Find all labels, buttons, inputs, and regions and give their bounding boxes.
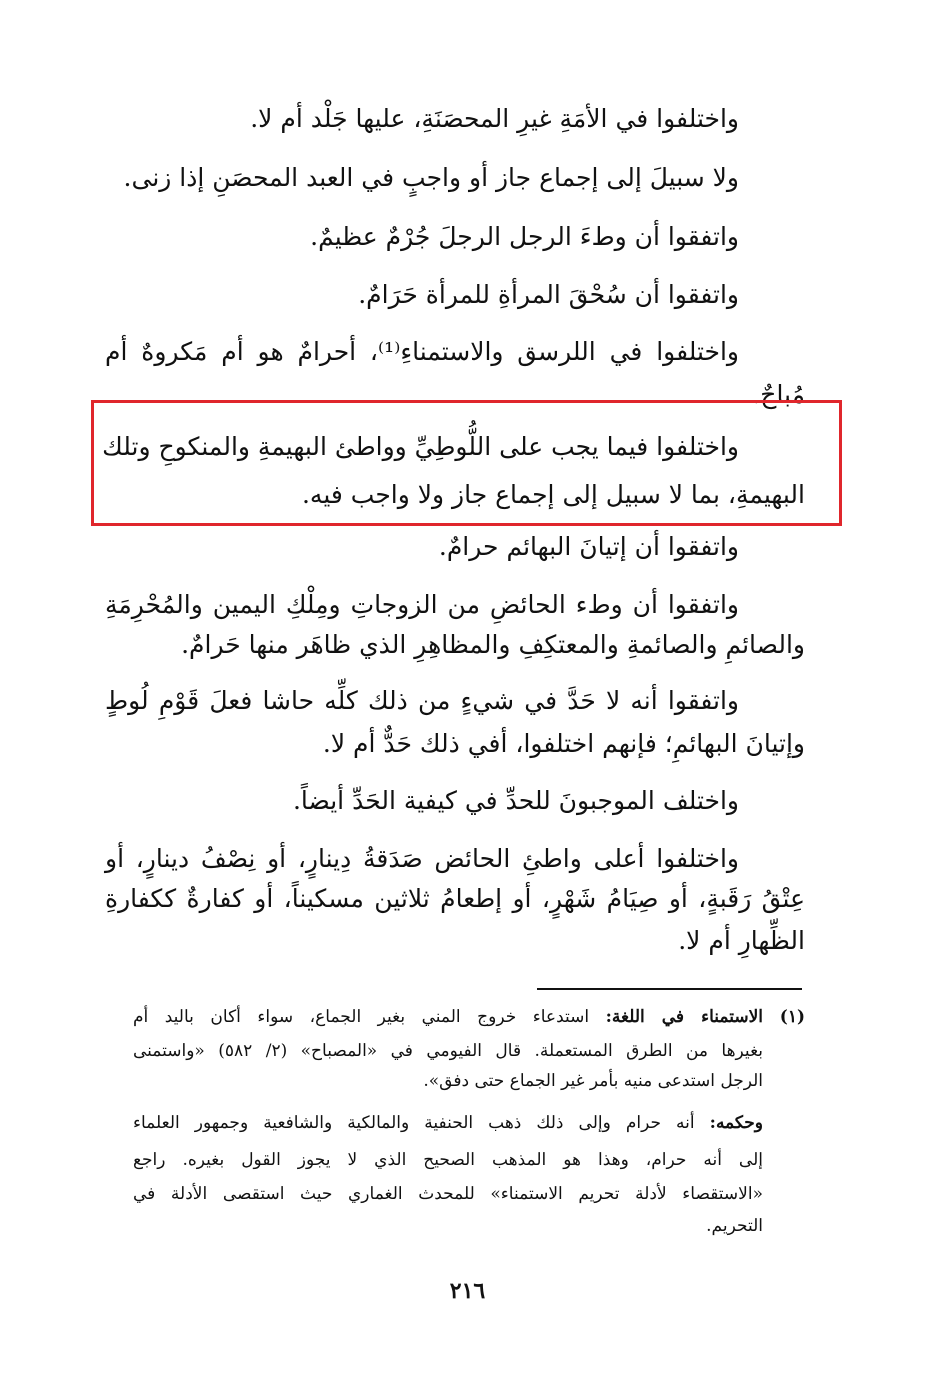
text-line: ولا سبيلَ إلى إجماع جاز أو واجبٍ في العبد المحصَنِ إذا زنى. [123, 163, 739, 192]
text-line: واختلفوا في الأمَةِ غيرِ المحصَنَةِ، عليها جَلْد أم لا. [250, 104, 739, 133]
text-line: مُباحٌ. [752, 380, 805, 409]
text-line: واتفقوا أن سُحْقَ المرأةِ للمرأة حَرَامٌ. [358, 280, 739, 309]
text-line: الظِّهارِ أم لا. [678, 926, 805, 955]
footnote-line: التحريم. [706, 1216, 763, 1236]
footnote-text: أنه حرام وإلى ذلك ذهب الحنفية والمالكية والشافعية وجمهور العلماء [133, 1113, 695, 1133]
text-line: واتفقوا أنه لا حَدَّ في شيءٍ من ذلك كلِّه حاشا فعلَ قَوْمِ لُوطٍ [105, 686, 739, 715]
text-line: والصائمِ والصائمةِ والمعتكِفِ والمظاهِرِ الذي ظاهَر منها حَرامٌ. [181, 630, 805, 659]
footnote-line: إلى أنه حرام، وهذا هو المذهب الصحيح الذي لا يجوز القول بغيره. راجع [133, 1150, 763, 1170]
text-line: واتفقوا أن وطء الحائضِ من الزوجاتِ ومِلْكِ اليمين والمُحْرِمَةِ [105, 590, 739, 619]
footnote-line: «الاستقصاء لأدلة تحريم الاستمناء» للمحدث الغماري حيث استقصى الأدلة في [133, 1184, 763, 1204]
footnote-term: الاستمناء في اللغة: [605, 1007, 763, 1027]
footnote-text: استدعاء خروج المني بغير الجماع، سواء أكان باليد أم [133, 1007, 590, 1027]
text-line: واختلف الموجبونَ للحدِّ في كيفية الحَدِّ أيضاً. [292, 786, 739, 815]
footnote-marker: (١) [779, 1007, 805, 1027]
text-line: واختلفوا في اللرسق والاستمناءِ⁽¹⁾، أحرامٌ هو أم مَكروهٌ أم [105, 337, 740, 366]
text-line: وإتيانَ البهائمِ؛ فإنهم اختلفوا، أفي ذلك حَدٌّ أم لا. [322, 729, 805, 758]
highlighted-text-line: البهيمةِ، بما لا سبيل إلى إجماع جاز ولا واجب فيه. [301, 480, 805, 509]
page-number: ٢١٦ [449, 1278, 486, 1304]
text-line: عِتْقُ رَقَبةٍ، أو صِيَامُ شَهْرٍ، أو إطعامُ ثلاثين مسكيناً، أو كفارةٌ ككفارةِ [105, 884, 805, 913]
text-line: واختلفوا أعلى واطئِ الحائض صَدَقةُ دِينارٍ، أو نِصْفُ دينارٍ، أو [105, 844, 739, 873]
footnote-ruling-term: وحكمه: [709, 1113, 763, 1133]
footnote-line: بغيرها من الطرق المستعملة. قال الفيومي في «المصباح» (٢/ ٥٨٢) «واستمنى [133, 1041, 763, 1061]
text-line: واتفقوا أن وطءَ الرجل الرجلَ جُرْمٌ عظيمٌ. [310, 222, 739, 251]
footnote-line [133, 1110, 763, 1136]
text-line: واتفقوا أن إتيانَ البهائم حرامٌ. [438, 532, 739, 561]
footnote-line: الرجل استدعى منيه بأمر غير الجماع حتى دفق». [423, 1071, 763, 1091]
footnote-separator [537, 988, 802, 990]
highlighted-text-line: واختلفوا فيما يجب على اللُّوطِيِّ وواطئ البهيمةِ والمنكوحِ وتلك [102, 432, 739, 461]
footnote-line [133, 1004, 763, 1030]
